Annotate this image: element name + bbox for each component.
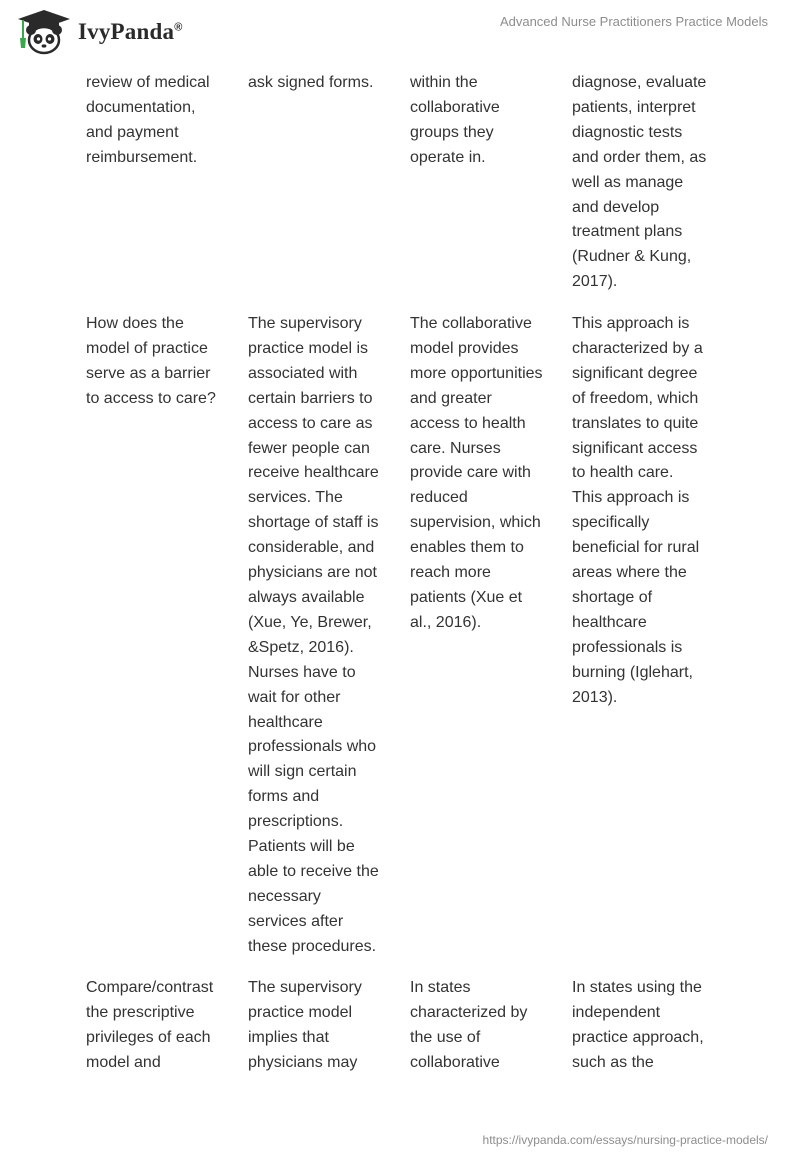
cell-text-line: Compare/contrast [86,979,214,996]
brand-name: IvyPanda® [78,19,183,44]
cell-text-line: will sign certain [248,763,357,781]
table-cell [86,312,236,412]
cell-text-line: beneficial for rural [572,539,700,557]
cell-text-line: reimbursement. [86,148,198,166]
cell-text-line: This approach is [572,315,690,332]
cell-text-line: (Xue, Ye, Brewer, [248,613,372,631]
cell-text-line: collaborative [410,1053,500,1071]
cell-text-line: wait for other [248,688,341,706]
cell-text-line: receive healthcare [248,464,379,482]
cell-text-line: care. Nurses [410,439,501,457]
cell-text-line: these procedures. [248,937,377,955]
cell-text-line: access to health [410,414,526,432]
cell-text-line: and greater [410,389,492,407]
cell-text-line: more opportunities [410,364,543,382]
cell-text-line: areas where the [572,564,687,582]
table-cell [572,312,722,711]
cell-text-line: In states [410,979,471,996]
cell-text-line: model of practice [86,339,208,357]
table-cell [248,976,398,1076]
cell-text-line: operate in. [410,148,486,166]
cell-text-line: professionals is [572,638,683,656]
cell-text-line: specifically [572,514,650,532]
cell-text-line: reduced [410,489,468,507]
cell-text-line: 2013). [572,688,618,706]
cell-text-line: the use of [410,1028,481,1046]
cell-text-line: The supervisory [248,315,362,332]
cell-text-line: translates to quite [572,414,699,432]
table-cell [410,976,560,1076]
cell-text-line: How does the [86,315,184,332]
cell-text-line: within the [410,74,478,91]
cell-text-line: Patients will be [248,838,355,856]
cell-text-line: healthcare [248,713,323,731]
cell-text-line: (Rudner & Kung, [572,248,692,266]
cell-text-line: enables them to [410,539,524,557]
cell-text-line: and develop [572,198,660,216]
cell-text-line: considerable, and [248,539,375,557]
cell-text-line: associated with [248,364,358,382]
cell-text-line: The collaborative [410,315,532,332]
cell-text-line: of freedom, which [572,389,699,407]
cell-text-line: reach more [410,564,491,582]
cell-text-line: practice model is [248,339,369,357]
cell-text-line: shortage of staff is [248,514,379,532]
cell-text-line: professionals who [248,738,377,756]
cell-text-line: shortage of [572,588,653,606]
cell-text-line: model and [86,1053,161,1071]
cell-text-line: provide care with [410,464,531,482]
cell-text-line: Nurses have to [248,663,356,681]
cell-text-line: to access to care? [86,389,216,407]
ivypanda-logo[interactable] [14,8,183,56]
cell-text-line: treatment plans [572,223,683,241]
cell-text-line: al., 2016). [410,613,482,631]
cell-text-line: always available [248,588,365,606]
cell-text-line: patients, interpret [572,98,696,116]
document-title: Advanced Nurse Practitioners Practice Models [499,14,768,29]
cell-text-line: significant access [572,439,698,457]
cell-text-line: access to care as [248,414,373,432]
table-cell [572,976,722,1076]
cell-text-line: the prescriptive [86,1003,195,1021]
cell-text-line: independent [572,1003,661,1021]
cell-text-line: supervision, which [410,514,541,532]
page-header [0,0,800,64]
table-cell [410,71,560,171]
table-cell [86,71,236,171]
cell-text-line: necessary [248,887,321,905]
cell-text-line: documentation, [86,98,196,116]
cell-text-line: characterized by a [572,339,703,357]
cell-text-line: In states using the [572,979,702,996]
cell-text-line: certain barriers to [248,389,373,407]
cell-text-line: diagnostic tests [572,123,683,141]
cell-text-line: and order them, as [572,148,707,166]
cell-text-line: services. The [248,489,343,507]
cell-text-line: forms and [248,788,320,806]
cell-text-line: model provides [410,339,519,357]
cell-text-line: privileges of each [86,1028,211,1046]
cell-text-line: and payment [86,123,179,141]
cell-text-line: serve as a barrier [86,364,211,382]
cell-text-line: to health care. [572,464,674,482]
cell-text-line: characterized by [410,1003,528,1021]
cell-text-line: diagnose, evaluate [572,74,707,91]
cell-text-line: significant degree [572,364,698,382]
source-url[interactable]: https://ivypanda.com/essays/nursing-practice-models/ [482,1133,768,1147]
cell-text-line: services after [248,912,344,930]
cell-text-line: implies that [248,1028,329,1046]
cell-text-line: ask signed forms. [248,74,374,91]
cell-text-line: groups they [410,123,494,141]
cell-text-line: collaborative [410,98,500,116]
table-cell [248,71,398,96]
panda-graduate-icon [14,8,74,56]
cell-text-line: patients (Xue et [410,588,523,606]
cell-text-line: prescriptions. [248,813,344,831]
cell-text-line: &Spetz, 2016). [248,638,354,656]
table-cell [410,312,560,636]
cell-text-line: physicians are not [248,564,377,582]
cell-text-line: well as manage [572,173,684,191]
cell-text-line: healthcare [572,613,647,631]
table-cell [248,312,398,960]
cell-text-line: practice model [248,1003,353,1021]
cell-text-line: able to receive the [248,862,379,880]
cell-text-line: fewer people can [248,439,370,457]
cell-text-line: review of medical [86,74,210,91]
table-cell [86,976,236,1076]
cell-text-line: practice approach, [572,1028,704,1046]
cell-text-line: The supervisory [248,979,362,996]
cell-text-line: 2017). [572,273,618,291]
cell-text-line: This approach is [572,489,690,507]
cell-text-line: such as the [572,1053,654,1071]
cell-text-line: burning (Iglehart, [572,663,693,681]
table-cell [572,71,722,295]
cell-text-line: physicians may [248,1053,358,1071]
